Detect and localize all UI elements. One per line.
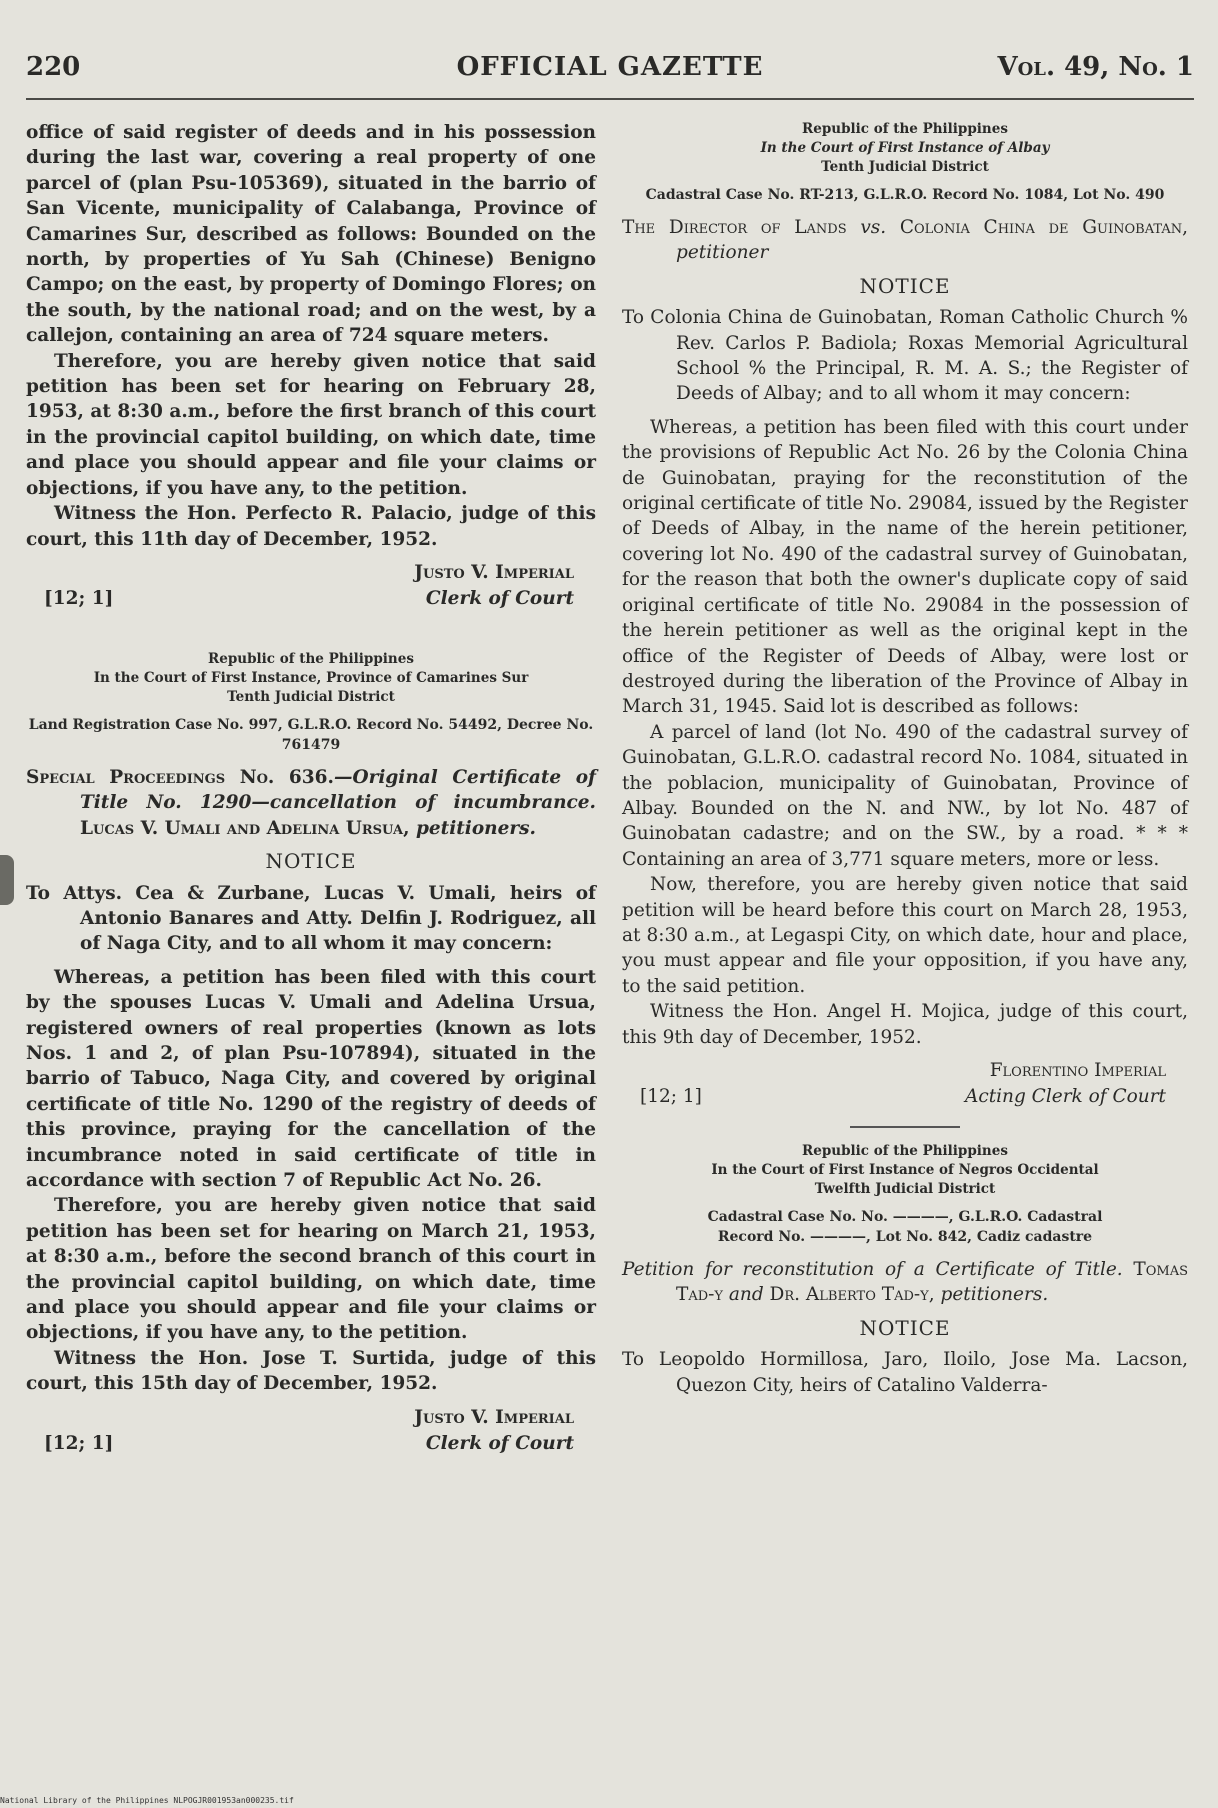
- signer-name: Justo V. Imperial: [414, 1406, 574, 1428]
- case-caption: Cadastral Case No. RT-213, G.L.R.O. Record No. 1084, Lot No. 490: [645, 187, 1165, 203]
- court-heading: Twelfth Judicial District: [814, 1181, 996, 1197]
- case-title: The Director of Lands vs. Colonia China de Guinobatan, petitioner: [622, 217, 1188, 264]
- paragraph: Witness the Hon. Angel H. Mojica, judge of this court, this 9th day of December, 1952.: [622, 1001, 1188, 1048]
- issue-date-code: [12; 1]: [44, 1432, 114, 1454]
- court-heading: Tenth Judicial District: [227, 688, 395, 705]
- scan-footer: National Library of the Philippines NLPOGJR001953an000235.tif: [0, 1796, 294, 1805]
- publication-title: OFFICIAL GAZETTE: [456, 52, 764, 82]
- signer-name: Justo V. Imperial: [414, 561, 574, 583]
- paragraph: Witness the Hon. Perfecto R. Palacio, judge of this court, this 11th day of December, 1952.: [26, 503, 596, 550]
- case-title: Petition for reconstitution of a Certificate of Title. Tomas Tad-y and Dr. Alberto Tad-y, petitioners.: [622, 1259, 1189, 1306]
- court-heading: Tenth Judicial District: [821, 159, 989, 175]
- section-divider: [850, 1126, 960, 1128]
- right-column: [622, 120, 1188, 1398]
- signer-title: Clerk of Court: [425, 587, 574, 609]
- addressees: To Colonia China de Guinobatan, Roman Catholic Church % Rev. Carlos P. Badiola; Roxas Memorial Agricultural School % the Principal, R. M. A. S.; the Register of Deeds of Albay; and to all whom it may concern:: [622, 307, 1188, 405]
- case-title: Special Proceedings No. 636.—Original Certificate of Title No. 1290—cancellation of incumbrance. Lucas V. Umali and Adelina Ursua, petitioners.: [26, 766, 596, 839]
- paragraph: Whereas, a petition has been filed with this court by the spouses Lucas V. Umali and Adelina Ursua, registered owners of real properties (known as lots Nos. 1 and 2, of plan Psu-107894), situated in the barrio of Tabuco, Naga City, and covered by original certificate of title No. 1290 of the registry of deeds of this province, praying for the cancellation of the incumbrance noted in said certificate of title in accordance with section 7 of Republic Act No. 26.: [26, 966, 596, 1191]
- paragraph: office of said register of deeds and in his possession during the last war, covering a real property of one parcel of (plan Psu-105369), situated in the barrio of San Vicente, municipality of Calabanga, Province of Camarines Sur, described as follows: Bounded on the north, by properties of Yu Sah (Chinese) Benigno Campo; on the east, by property of Domingo Flores; on the south, by the national road; and on the west, by a callejon, containing an area of 724 square meters.: [26, 122, 596, 347]
- paragraph: Now, therefore, you are hereby given notice that said petition will be heard before this court on March 28, 1953, at 8:30 a.m., at Legaspi City, on which date, hour and place, you must appear and file your opposition, if you have any, to the said petition.: [622, 874, 1188, 997]
- signer-name: Florentino Imperial: [989, 1060, 1166, 1081]
- paragraph: Witness the Hon. Jose T. Surtida, judge of this court, this 15th day of December, 1952.: [26, 1347, 596, 1395]
- notice-heading: NOTICE: [265, 849, 357, 874]
- paragraph: Therefore, you are hereby given notice that said petition has been set for hearing on February 28, 1953, at 8:30 a.m., before the first branch of this court in the provincial capitol building, on which date, time and place you should appear and file your claims or objections, if you have any, to the petition.: [26, 350, 596, 499]
- signature-block: [26, 1405, 596, 1459]
- paragraph: Whereas, a petition has been filed with this court under the provisions of Republic Act No. 26 by the Colonia China de Guinobatan, praying for the reconstitution of the original certificate of title No. 29084, issued by the Register of Deeds of Albay, in the name of the herein petitioner, covering lot No. 490 of the cadastral survey of Guinobatan, for the reason that both the owner's duplicate copy of said original certificate of title No. 29084 in the possession of the herein petitioner as well as the original kept in the office of the Register of Deeds of Albay, were lost or destroyed during the liberation of the Province of Albay in March 31, 1945. Said lot is described as follows:: [622, 416, 1188, 718]
- left-column: [26, 120, 596, 1459]
- notice-heading: NOTICE: [859, 273, 951, 298]
- signer-title: Acting Clerk of Court: [964, 1086, 1166, 1107]
- court-heading: In the Court of First Instance of Albay: [760, 140, 1050, 156]
- signature-block: [26, 560, 596, 614]
- court-heading: Republic of the Philippines: [208, 650, 414, 667]
- paragraph: A parcel of land (lot No. 490 of the cadastral survey of Guinobatan, G.L.R.O. cadastral record No. 1084, situated in the poblacion, municipality of Guinobatan, Province of Albay. Bounded on the N. and NW., by lot No. 487 of Guinobatan cadastre; and on the SW., by a road. * * * Containing an area of 3,771 square meters, more or less.: [622, 721, 1188, 870]
- issue-date-code: [12; 1]: [640, 1086, 702, 1107]
- case-caption: Land Registration Case No. 997, G.L.R.O. Record No. 54492, Decree No. 761479: [28, 716, 594, 753]
- addressees: To Leopoldo Hormillosa, Jaro, Iloilo, Jose Ma. Lacson, Quezon City, heirs of Catalino Valderra-: [622, 1349, 1188, 1396]
- notice-heading: NOTICE: [859, 1315, 951, 1340]
- volume-issue: Vol. 49, No. 1: [997, 52, 1194, 82]
- court-heading: Republic of the Philippines: [802, 121, 1008, 137]
- court-heading: Republic of the Philippines: [802, 1143, 1008, 1159]
- page-number: 220: [26, 52, 81, 82]
- signer-title: Clerk of Court: [425, 1432, 574, 1454]
- court-heading: In the Court of First Instance of Negros Occidental: [711, 1162, 1099, 1178]
- signature-block: [622, 1058, 1188, 1112]
- paragraph: Therefore, you are hereby given notice that said petition has been set for hearing on March 21, 1953, at 8:30 a.m., before the second branch of this court in the provincial capitol building, on which date, time and place you should appear and file your claims or objections, if you have any, to the petition.: [26, 1195, 596, 1344]
- addressees: To Attys. Cea & Zurbane, Lucas V. Umali, heirs of Antonio Banares and Atty. Delfin J. Rodriguez, all of Naga City, and to all whom it may concern:: [26, 882, 596, 955]
- case-caption: Cadastral Case No. No. ————, G.L.R.O. Cadastral: [707, 1209, 1103, 1225]
- header-rule: [26, 98, 1194, 100]
- court-heading: In the Court of First Instance, Province of Camarines Sur: [93, 669, 529, 686]
- page-header: [26, 52, 1194, 86]
- issue-date-code: [12; 1]: [44, 587, 114, 609]
- binding-mark: [0, 855, 14, 905]
- case-caption: Record No. ————, Lot No. 842, Cadiz cadastre: [717, 1229, 1093, 1245]
